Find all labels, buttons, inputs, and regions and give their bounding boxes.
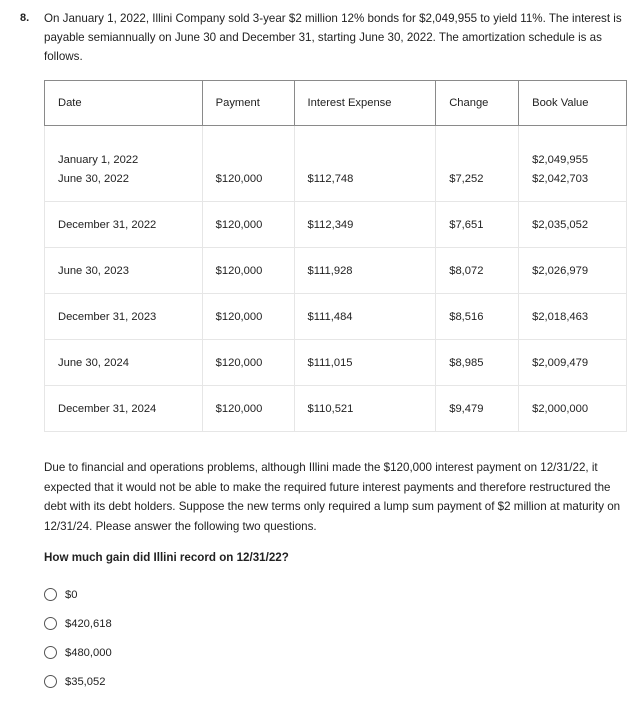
- cell-date: December 31, 2024: [45, 386, 203, 432]
- option-label[interactable]: $0: [65, 588, 78, 601]
- radio-button[interactable]: [44, 675, 57, 688]
- header-book-value: Book Value: [519, 81, 627, 126]
- option-label[interactable]: $480,000: [65, 646, 112, 659]
- cell-date: January 1, 2022: [45, 126, 203, 169]
- cell-date: December 31, 2023: [45, 294, 203, 340]
- cell-book-value: $2,049,955: [519, 126, 627, 169]
- amortization-table: [44, 80, 627, 432]
- cell-date: December 31, 2022: [45, 202, 203, 248]
- cell-book-value: $2,035,052: [519, 202, 627, 248]
- cell-date: June 30, 2024: [45, 340, 203, 386]
- table-row: [45, 168, 627, 202]
- cell-payment: $120,000: [202, 294, 294, 340]
- cell-interest-expense: $111,928: [294, 248, 436, 294]
- cell-payment: $120,000: [202, 248, 294, 294]
- cell-change: $9,479: [436, 386, 519, 432]
- answer-option[interactable]: [44, 609, 112, 638]
- option-label[interactable]: $35,052: [65, 675, 106, 688]
- table-row: [45, 248, 627, 294]
- answer-option[interactable]: [44, 638, 112, 667]
- table-row: [45, 340, 627, 386]
- radio-button[interactable]: [44, 646, 57, 659]
- cell-interest-expense: $110,521: [294, 386, 436, 432]
- question-intro: On January 1, 2022, Illini Company sold 3-year $2 million 12% bonds for $2,049,955 to yield 11%. The interest is payable semiannually on June 30 and December 31, starting June 30, 2022. The amortization schedule is as follows.: [44, 12, 622, 63]
- cell-interest-expense: $111,015: [294, 340, 436, 386]
- cell-book-value: $2,009,479: [519, 340, 627, 386]
- radio-button[interactable]: [44, 588, 57, 601]
- header-interest-expense: Interest Expense: [294, 81, 436, 126]
- cell-date: June 30, 2023: [45, 248, 203, 294]
- cell-payment: $120,000: [202, 340, 294, 386]
- table-row: [45, 202, 627, 248]
- cell-book-value: $2,000,000: [519, 386, 627, 432]
- cell-change: $8,516: [436, 294, 519, 340]
- table-row: [45, 294, 627, 340]
- cell-change: $8,985: [436, 340, 519, 386]
- cell-change: [436, 126, 519, 169]
- question-number: 8.: [20, 12, 30, 24]
- answer-option[interactable]: [44, 580, 112, 609]
- cell-book-value: $2,018,463: [519, 294, 627, 340]
- cell-payment: $120,000: [202, 386, 294, 432]
- table-row: [45, 126, 627, 169]
- cell-interest-expense: $111,484: [294, 294, 436, 340]
- restructuring-paragraph: Due to financial and operations problems, although Illini made the $120,000 interest payment on 12/31/22, it expected that it would not be able to make the required future interest payments and therefore restructured the debt with its debt holders. Suppose the new terms only required a lump sum payment of $2 million at maturity on 12/31/24. Please answer the following two questions.: [44, 461, 621, 533]
- header-date: Date: [45, 81, 203, 126]
- cell-interest-expense: $112,748: [294, 168, 436, 202]
- answer-option[interactable]: [44, 667, 112, 696]
- cell-book-value: $2,026,979: [519, 248, 627, 294]
- radio-button[interactable]: [44, 617, 57, 630]
- table-header-row: [45, 81, 627, 126]
- option-label[interactable]: $420,618: [65, 617, 112, 630]
- question-prompt: How much gain did Illini record on 12/31/22?: [44, 551, 289, 564]
- cell-change: $7,252: [436, 168, 519, 202]
- answer-options: [44, 580, 112, 696]
- table-row: [45, 386, 627, 432]
- cell-interest-expense: [294, 126, 436, 169]
- cell-payment: $120,000: [202, 202, 294, 248]
- cell-payment: $120,000: [202, 168, 294, 202]
- header-change: Change: [436, 81, 519, 126]
- cell-payment: [202, 126, 294, 169]
- cell-change: $7,651: [436, 202, 519, 248]
- cell-change: $8,072: [436, 248, 519, 294]
- cell-book-value: $2,042,703: [519, 168, 627, 202]
- cell-interest-expense: $112,349: [294, 202, 436, 248]
- cell-date: June 30, 2022: [45, 168, 203, 202]
- header-payment: Payment: [202, 81, 294, 126]
